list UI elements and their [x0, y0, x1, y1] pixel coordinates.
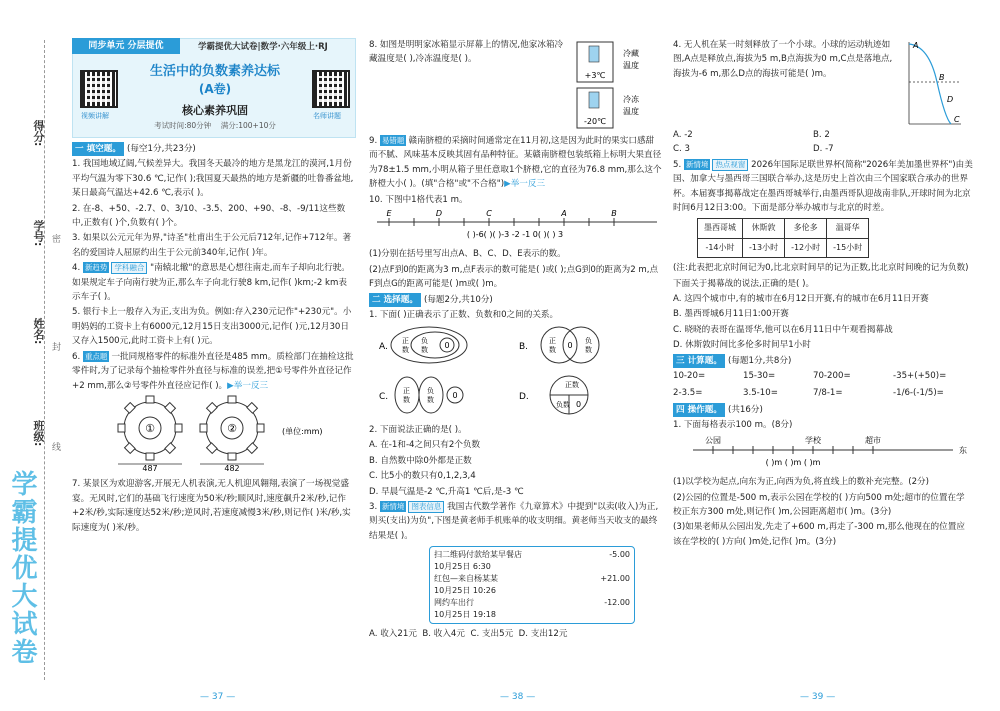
qr-left-caption: 视频讲解: [81, 112, 109, 120]
gear-2-label: ②: [227, 421, 237, 435]
receipt-row: 扫二维码付款给某早餐店 -5.00: [434, 550, 630, 560]
q1-1: 1. 我国地域辽阔,气候差异大。我国冬天最冷的地方是黑龙江的漠河,1月份平均气温为零下30.6 ℃,记作( );我国夏天最热的地方是新疆的吐鲁番盆地,某日最高气温达+42.6 ℃,表示( )。: [72, 159, 354, 199]
q2-4-options: A. -2 B. 2 C. 3 D. -7: [673, 130, 834, 155]
badge-hot: 热点视窗: [712, 159, 748, 171]
cut-mark-3: 线: [52, 443, 62, 453]
number-line-values: ( )-6( )( )-3 -2 -1 0( )( ) 3: [466, 230, 564, 240]
svg-text:数: 数: [403, 396, 410, 405]
q2-4: 4. 无人机在某一时刻释放了一个小球。小球的运动轨迹如图,A点是释放点,海拔为5 m,B点海拔为0 m,C点是落地点,海拔为-6 m,那么D点的海拔可能是( )m。: [673, 40, 893, 79]
q2-2-c: C. 比5小的数只有0,1,2,3,4: [369, 471, 476, 482]
exam-time: 考试时间:80分钟: [154, 121, 212, 130]
unit-tag: 同步单元 分层提优: [72, 38, 180, 54]
class-label: 班级:: [32, 420, 45, 447]
column-3: [673, 38, 973, 550]
badge-key: 重点题: [84, 351, 108, 361]
timezone-note: (注:此表把北京时间记为0,比北京时间早的记为正数,比北京时间晚的记为负数): [673, 263, 969, 274]
gear-diagram: [72, 394, 354, 472]
svg-text:0: 0: [567, 341, 573, 351]
point-e: E: [386, 209, 392, 219]
section-4-title: 四 操作题。: [673, 403, 725, 417]
q2-2-a: A. 在-1和-4之间只有2个负数: [369, 440, 481, 451]
q1-10: 10. 下图中1格代表1 m。: [369, 194, 468, 205]
column-2: [369, 38, 662, 643]
qr-code-right[interactable]: [312, 70, 350, 108]
q2-2-d: D. 早晨气温是-2 ℃,升高1 ℃后,是-3 ℃: [369, 486, 524, 497]
q2-5-d: D. 休斯敦时间比多伦多时间早1小时: [673, 340, 811, 351]
section-1-note: (每空1分,共23分): [126, 144, 196, 154]
graph-point-d: D: [947, 95, 954, 104]
q1-10-2: (2)点F到0的距离为3 m,点F表示的数可能是( )或( );点G到0的距离为2 m,点F到点G的距离可能是( )m或( )m。: [369, 264, 659, 290]
q2-1: 1. 下面( )正确表示了正数、负数和0之间的关系。: [369, 310, 559, 321]
section-4-note: (共16分): [727, 404, 763, 415]
q2-2: 2. 下面说法正确的是( )。: [369, 424, 467, 435]
section-3-title: 三 计算题。: [673, 354, 725, 368]
svg-text:负: 负: [585, 337, 592, 346]
q1-8: 8. 如图是明明家冰箱显示屏幕上的情况,他家冰箱冷藏温度是( ),冷冻温度是( )。: [369, 40, 564, 65]
q2-5-ask: 下面关于揭幕战的说法,正确的是( )。: [673, 278, 815, 289]
badge-error: 易错题: [381, 136, 405, 145]
section-2-title: 二 选择题。: [369, 293, 421, 307]
svg-text:负: 负: [421, 337, 428, 346]
exam-score: 满分:100+10分: [220, 121, 276, 130]
badge-cross: 学科融合: [111, 262, 147, 274]
point-a: A: [561, 209, 567, 219]
gear-1-label: ①: [145, 421, 155, 435]
badge-new: 新情境: [381, 501, 405, 511]
svg-text:0: 0: [452, 391, 458, 401]
map-east: 东: [959, 445, 967, 455]
location-line: [673, 434, 973, 470]
qr-code-left[interactable]: [80, 70, 118, 108]
graph-point-b: B: [939, 73, 945, 82]
svg-text:数: 数: [421, 346, 428, 355]
q1-3: 3. 如果以公元元年为界,"诗圣"杜甫出生于公元后712年,记作+712年。著名的爱国诗人屈原约出生于公元前340年,记作( )年。: [72, 233, 352, 258]
series-title: 学霸提优大试卷|数学·六年级上·RJ: [198, 42, 328, 52]
option-d-label: D.: [519, 392, 529, 403]
section-1-title: 一 填空题。: [72, 142, 124, 156]
q2-3: 3. 新情境 图表信息 我国古代数学著作《九章算术》中提到"以卖(收入)为正,则买(支出)为负",下图是黄老师手机账单的收支明细。黄老师当天收支的最终结果是( )。: [369, 501, 659, 541]
q2-5-b: B. 墨西哥城6月11日1:00开赛: [673, 309, 789, 320]
bill-receipt: 扫二维码付款给某早餐店 -5.00 10月25日 6:30 红包—来自杨某某 +21.00 10月25日 10:26 网约车出行 -12.00 10月25日 19:18: [429, 546, 635, 624]
option-b-label: B.: [519, 342, 529, 353]
gear-2-size: 482: [224, 463, 240, 472]
svg-text:正数: 正数: [565, 381, 579, 390]
fridge-display: [569, 38, 659, 134]
svg-text:正: 正: [402, 337, 409, 346]
q1-7: 7. 某景区为欢迎游客,开展无人机表演,无人机迎风翱翔,表演了一场视觉盛宴。无风时,它们的基础飞行速度为50米/秒;顺风时,速度飙升2米/秒,记作+2米/秒,实际速度达52米/秒;逆风时,若速度减慢3米/秒,则记作( )米/秒,实际速度为( )米/秒。: [72, 479, 351, 533]
map-park: 公园: [705, 435, 721, 445]
svg-text:0: 0: [444, 341, 450, 351]
badge-new-2: 新情境: [685, 159, 709, 169]
page-number-38: — 38 —: [500, 692, 536, 702]
cut-line: [44, 40, 45, 680]
brand-logo-text: 学霸提优大试卷: [7, 470, 37, 666]
column-1: [72, 142, 354, 536]
map-market: 超市: [865, 435, 881, 445]
q1-9-link[interactable]: ▶举一反三: [504, 179, 546, 190]
svg-text:数: 数: [427, 396, 434, 405]
cut-mark-2: 封: [52, 343, 62, 353]
section-2-note: (每题2分,共10分): [423, 294, 493, 305]
fridge-bottom-value: -20℃: [583, 117, 607, 126]
core-subtitle: 核心素养巩固: [182, 104, 248, 117]
q1-6-link[interactable]: ▶举一反三: [227, 380, 269, 391]
svg-text:负: 负: [427, 387, 434, 396]
point-c: C: [486, 209, 492, 219]
graph-point-a: A: [913, 41, 919, 50]
graph-point-c: C: [954, 115, 960, 124]
fridge-top-label-1: 冷藏: [623, 49, 639, 58]
q3-4-block: [673, 38, 973, 128]
svg-text:数: 数: [585, 346, 592, 355]
exam-info: [120, 120, 310, 131]
name-label: 姓名:: [32, 318, 45, 345]
gear-unit: (单位:mm): [282, 426, 323, 436]
q1-10-1: (1)分别在括号里写出点A、B、C、D、E表示的数。: [369, 249, 566, 260]
gear-1-size: 487: [142, 463, 158, 472]
section-3-note: (每题1分,共8分): [727, 355, 792, 366]
svg-text:0: 0: [576, 400, 582, 410]
paper-label: (A卷): [198, 82, 232, 96]
cut-mark-1: 密: [52, 235, 62, 245]
receipt-row: 红包—来自杨某某 +21.00: [434, 574, 630, 584]
fridge-top-label-2: 温度: [623, 61, 639, 70]
number-line: [369, 208, 662, 242]
q4-1-1: (1)以学校为起点,向东为正,向西为负,将直线上的数补充完整。(2分): [673, 477, 929, 488]
qr-right-caption: 名师讲题: [313, 112, 341, 120]
map-blanks: ( )m ( )m ( )m: [765, 457, 821, 467]
timezone-table: 墨西哥城 休斯敦 多伦多 温哥华 -14小时 -13小时 -12小时 -15小时: [697, 218, 869, 258]
fridge-bottom-label-2: 温度: [623, 107, 639, 116]
q4-1-2: (2)公园的位置是-500 m,表示公园在学校的( )方向500 m处;超市的位置在学校正东方300 m处,则记作( )m,公园距离超市( )m。(3分): [673, 492, 965, 517]
option-c-label: C.: [379, 392, 389, 403]
svg-text:数: 数: [549, 346, 556, 355]
map-school: 学校: [805, 435, 821, 445]
page-number-39: — 39 —: [800, 692, 836, 702]
id-label: 学号:: [32, 220, 45, 247]
q1-2: 2. 在-8、+50、-2.7、0、3/10、-3.5、200、+90、-8、-9/11这些数中,正数有( )个,负数有( )个。: [72, 203, 346, 229]
q2-5-a: A. 这四个城市中,有的城市在6月12日开赛,有的城市在6月11日开赛: [673, 294, 929, 305]
fridge-bottom-label-1: 冷冻: [623, 95, 639, 104]
badge-trend: 新趋势: [84, 263, 108, 273]
point-d: D: [435, 209, 443, 219]
point-b: B: [611, 209, 617, 219]
q8-block: [369, 38, 662, 134]
q1-9: 9. 易错题 赣南脐橙的采摘时间通常定在11月初,这是因为此时的果实口感甜而不腻、风味基本反映其固有品种特征。某赣南脐橙包装纸箱上标明大果直径为78±1.5 mm,小明从箱子里任意取1个脐橙,它的直径为76.8 mm,那么这个脐橙大小( )。(填"合格"或"不合格")▶举一反三: [369, 136, 662, 190]
q1-4: 4. 新趋势 学科融合 "南辕北辙"的意思是心想往南走,而车子却向北行驶。如果规定车子向南行驶为正,那么车子向北行驶8 km,记作( )km;-2 km表示车子( )。: [72, 263, 350, 303]
svg-text:正: 正: [403, 387, 410, 396]
binding-strip: [0, 0, 60, 711]
svg-text:数: 数: [402, 346, 409, 355]
q2-2-b: B. 自然数中除0外都是正数: [369, 455, 472, 466]
ball-trajectory: [899, 38, 965, 128]
option-a-label: A.: [379, 342, 388, 353]
calc-grid: 10-20= 15-30= 70-200= -35+(+50)= 2-3.5= 3.5-10= 7/8-1= -1/6-(-1/5)=: [673, 371, 947, 398]
score-label: 得分:: [32, 120, 45, 147]
svg-text:正: 正: [549, 337, 556, 346]
venn-options: [369, 323, 662, 417]
page-number-37: — 37 —: [200, 692, 236, 702]
q4-1-3: (3)如果老师从公园出发,先走了+600 m,再走了-300 m,那么他现在的位置应该在学校的( )方向( )m处,记作( )m。(3分): [673, 522, 965, 547]
q4-1: 1. 下面每格表示100 m。(8分): [673, 420, 793, 431]
fridge-top-value: +3℃: [584, 71, 606, 80]
q2-3-options: A. 收入21元 B. 收入4元 C. 支出5元 D. 支出12元: [369, 629, 568, 640]
badge-chart: 图表信息: [408, 501, 444, 513]
q2-5-c: C. 晓晓的表哥在温哥华,他可以在6月11日中午观看揭幕战: [673, 324, 893, 335]
svg-text:负数: 负数: [556, 401, 570, 410]
q2-5: 5. 新情境 热点视窗 2026年国际足联世界杯(简称"2026年美加墨世界杯")由美国、加拿大与墨西哥三国联合举办,这是历史上首次由三个国家联合承办的世界杯。本届赛事揭幕战定在墨西哥城举行,由墨西哥队迎战南非队,开球时间为北京时间6月12日3:00。下面是部分举办城市与北京的时差。: [673, 159, 973, 214]
q1-5: 5. 银行卡上一般存入为正,支出为负。例如:存入230元记作"+230元"。小明妈妈的工资卡上有6000元,12月15日支出3000元,记作( )元,12月30日又存入1500元,此时工资卡上有( )元。: [72, 307, 352, 347]
q1-6: 6. 重点题 一批同规格零件的标准外直径是485 mm。质检部门在抽检这批零件时,为了记录每个抽检零件外直径与标准的误差,把①号零件外直径记作+2 mm,那么②号零件外直径应记作( )。▶举一反三: [72, 351, 354, 391]
main-title: 生活中的负数素养达标: [149, 64, 280, 79]
receipt-row: 网约车出行 -12.00: [434, 598, 630, 608]
